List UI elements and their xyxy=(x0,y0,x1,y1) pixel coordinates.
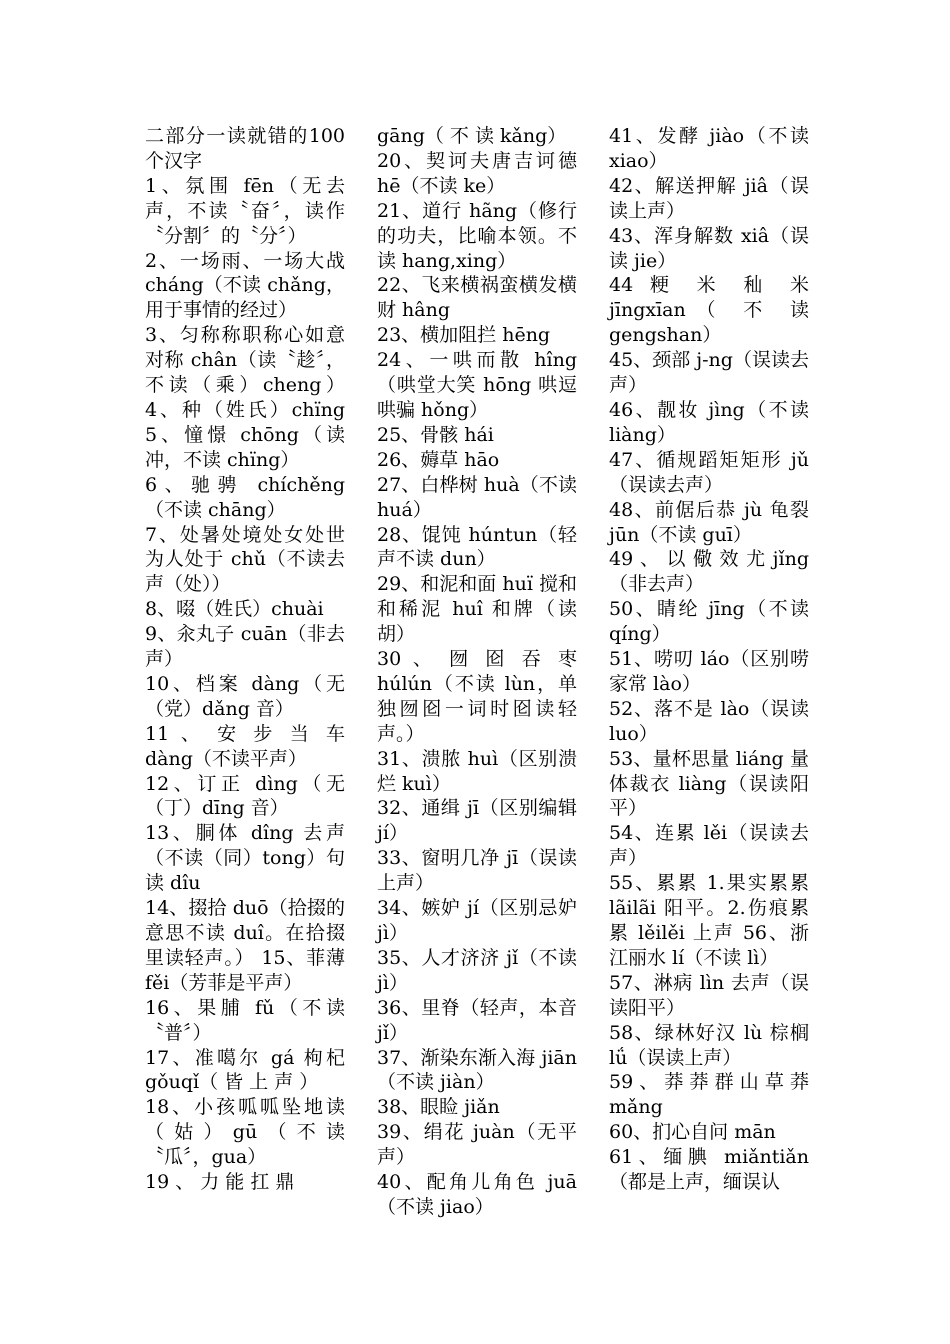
list-item: 24、一哄而散 hîng（哄堂大笑 hōng 哄逗哄骗 hǒng） xyxy=(377,349,577,421)
list-item: 60、扪心自问 mān xyxy=(609,1121,776,1144)
list-item: 9、汆丸子 cuān（非去声） xyxy=(145,623,345,671)
list-item: 35、人才济济 jǐ（不读 jì） xyxy=(377,946,577,994)
list-item: 11 、 安 步 当 车 dàng（不读平声） xyxy=(145,722,345,770)
list-item: 22、飞来横祸蛮横发横财 hâng xyxy=(377,274,577,322)
list-item: 59、莽莽群山草莽 mǎng xyxy=(609,1071,809,1119)
list-item: 1、氛围 fēn（无去声，不读〝奋〞，读作〝分割〞的〝分〞） xyxy=(145,174,345,247)
list-item: 46、靓妆 jìng（不读 liàng） xyxy=(609,398,809,446)
list-item: 30 、 囫 囵 吞 枣 húlún（不读 lùn，单独囫囵一词时囵读轻声。） xyxy=(377,648,577,745)
list-item: 20、契诃夫唐吉诃德 hē（不读 ke） xyxy=(377,149,577,197)
list-item: 16、果脯 fǔ（不读〝普〞） xyxy=(145,996,345,1044)
list-item: 48、前倨后恭 jù 龟裂 jūn（不读 guī） xyxy=(609,498,809,546)
text-column-3 xyxy=(609,124,809,1195)
list-item: 40、配角儿角色 juā（不读 jiao） xyxy=(377,1171,577,1218)
list-item: 10、档案 dàng（无（党）dǎng 音） xyxy=(145,672,345,720)
text-column-1 xyxy=(145,124,345,1195)
list-item: 13、胴体 dîng 去声（不读（同）tong）句读 dîu xyxy=(145,822,345,895)
list-item: 29、和泥和面 huï 搅和和稀泥 huî 和牌（读胡） xyxy=(377,573,577,646)
list-item: 32、通缉 jī（区别编辑 jí） xyxy=(377,797,577,845)
list-item: 58、绿林好汉 lù 棕榈 lǘ（误读上声） xyxy=(609,1021,809,1069)
list-item: 12、订正 dìng（无（丁）dīng 音） xyxy=(145,772,345,820)
list-item: 57、淋病 lìn 去声（误读阳平） xyxy=(609,971,809,1019)
text-column-2 xyxy=(377,124,577,1220)
list-item: 38、眼睑 jiǎn xyxy=(377,1096,500,1119)
list-item: 61、缅腆 miǎntiǎn（都是上声，缅误认 xyxy=(609,1146,809,1194)
list-item: 2、一场雨、一场大战 cháng（不读 chǎng，用于事情的经过） xyxy=(145,249,345,322)
list-item: 23、横加阻拦 hēng xyxy=(377,324,551,347)
list-item: 27、白桦树 huà（不读 huá） xyxy=(377,473,577,521)
list-item: 19 、 力 能 扛 鼎 xyxy=(145,1171,295,1194)
list-item: 41、发酵 jiào（不读 xiao） xyxy=(609,125,809,172)
list-item: 6、驰骋 chíchěng（不读 chāng） xyxy=(145,473,345,521)
list-item: 18、小孩呱呱坠地读（姑）gū（不读〝瓜〞，gua） xyxy=(145,1096,345,1169)
list-item: 31、溃脓 huì（区别溃烂 kuì） xyxy=(377,747,577,795)
list-item: 34、嫉妒 jí（区别忌妒 jì） xyxy=(377,897,577,944)
list-item: 26、薅草 hāo xyxy=(377,448,500,471)
list-item: 50、睛纶 jīng（不读 qíng） xyxy=(609,598,809,646)
list-item: 54、连累 lěi（误读去声） xyxy=(609,822,809,870)
list-item: 33、窗明几净 jī（误读上声） xyxy=(377,847,577,895)
list-item: 25、骨骸 hái xyxy=(377,423,494,446)
list-item: 52、落不是 lào（误读 luo） xyxy=(609,697,809,745)
list-item: 14、掇拾 duō（拾掇的意思不读 duî。在拾掇里读轻声。） 15、菲薄 fěi（芳菲是平声） xyxy=(145,897,345,994)
list-item: 7、处暑处境处女处世为人处于 chǔ（不读去声（处）） xyxy=(145,523,345,596)
list-item: 45、颈部 j-ng（误读去声） xyxy=(609,349,809,397)
column-title: 二部分一读就错的100个汉字 xyxy=(145,125,345,172)
list-item: 39、绢花 juàn（无平声） xyxy=(377,1121,577,1169)
list-item: 47、循规蹈矩矩形 jǔ（误读去声） xyxy=(609,448,809,496)
list-item: 49 、 以 儆 效 尤 jǐng（非去声） xyxy=(609,548,809,596)
list-item: 17、准噶尔 gá 枸杞 gǒuqǐ（ 皆 上 声 ） xyxy=(145,1046,345,1094)
list-item: 55、累累 1.果实累累 lãilãi 阳平。2.伤痕累累 lěilěi 上声 56、浙江丽水 lí（不读 lì） xyxy=(609,872,809,969)
list-item: 51、唠叨 láo（区别唠家常 lào） xyxy=(609,648,809,695)
list-item: gāng（ 不 读 kǎng） xyxy=(377,125,567,147)
list-item: 21、道行 hãng（修行的功夫，比喻本领。不 读 hang,xing） xyxy=(377,199,577,272)
list-item: 43、浑身解数 xiâ（误读 jie） xyxy=(609,224,809,272)
list-item: 53、量杯思量 liáng 量体裁衣 liàng（误读阳平） xyxy=(609,747,809,820)
list-item: 28、馄饨 húntun（轻声不读 dun） xyxy=(377,523,577,571)
list-item: 42、解送押解 jiâ（误读上声） xyxy=(609,174,809,222)
list-item: 8、啜（姓氏）chuài xyxy=(145,598,324,621)
list-item: 36、里脊（轻声，本音 jǐ） xyxy=(377,996,577,1044)
list-item: 37、渐染东渐入海 jiān（不读 jiàn） xyxy=(377,1046,577,1094)
list-item: 44 粳 米 秈 米 jīngxīan（ 不 读 gengshan） xyxy=(609,274,809,347)
list-item: 3、匀称称职称心如意对称 chân（读〝趁〞，不读（乘）cheng） 4、种（姓氏）chïng 5、憧憬 chōng（读冲，不读 chïng） xyxy=(145,324,345,471)
